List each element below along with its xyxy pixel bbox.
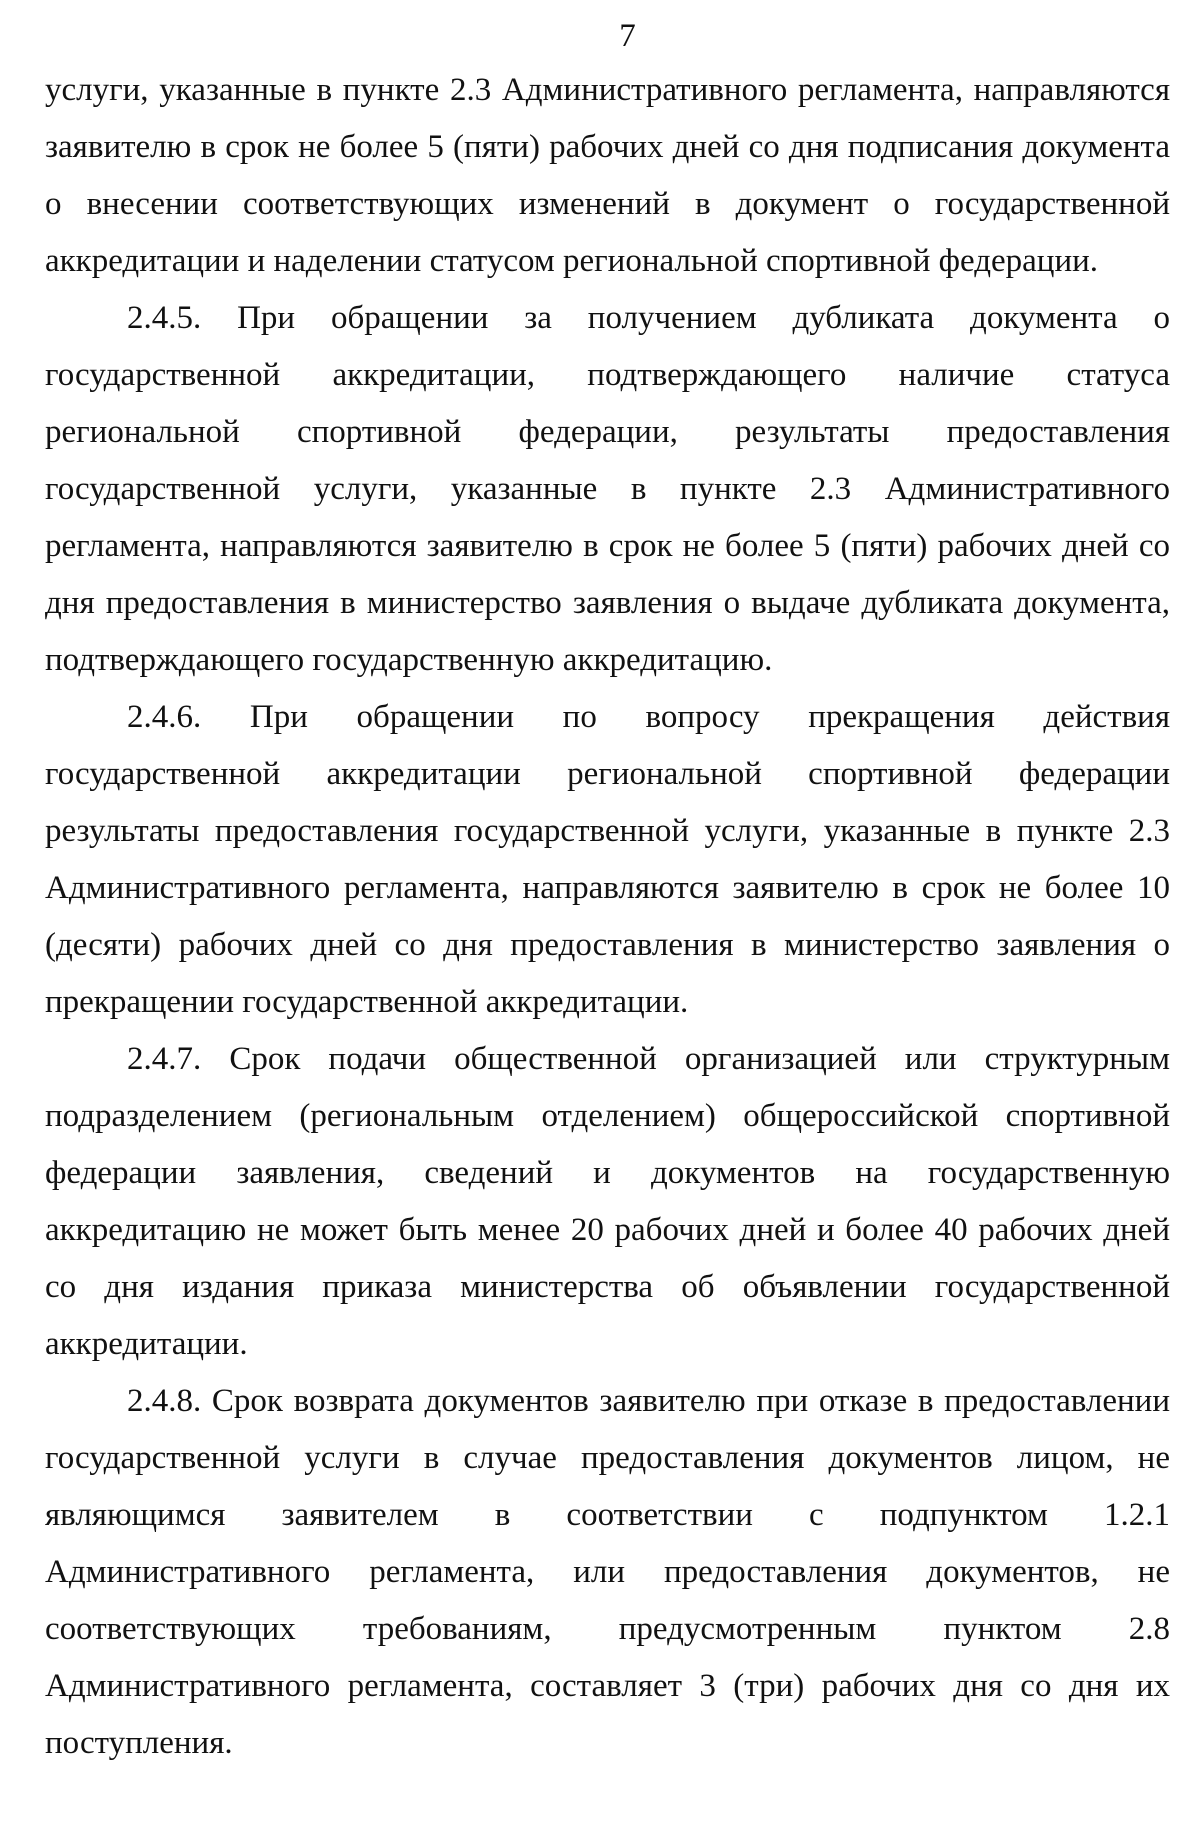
paragraph-2-4-8: 2.4.8. Срок возврата документов заявителю при отказе в предоставлении государственной услуги в случае предоставления документов лицом, не являющимся заявителем в соответствии с подпунктом 1.2.1 Административного регламента, или предоставления документов, не соответствующих требованиям, предусмотренным пунктом 2.8 Административного регламента, составляет 3 (три) рабочих дня со дня их поступления. [45, 1383, 1170, 1761]
paragraph-2-4-6: 2.4.6. При обращении по вопросу прекращения действия государственной аккредитации региональной спортивной федерации результаты предоставления государственной услуги, указанные в пункте 2.3 Административного регламента, направляются заявителю в срок не более 10 (десяти) рабочих дней со дня предоставления в министерство заявления о прекращении государственной аккредитации. [45, 699, 1170, 1020]
paragraph-2-4-7: 2.4.7. Срок подачи общественной организацией или структурным подразделением (региональным отделением) общероссийской спортивной федерации заявления, сведений и документов на государственную аккредитацию не может быть менее 20 рабочих дней и более 40 рабочих дней со дня издания приказа министерства об объявлении государственной аккредитации. [45, 1041, 1170, 1362]
paragraph-continuation: услуги, указанные в пункте 2.3 Административного регламента, направляются заявителю в срок не более 5 (пяти) рабочих дней со дня подписания документа о внесении соответствующих изменений в документ о государственной аккредитации и наделении статусом региональной спортивной федерации. [45, 72, 1170, 279]
page-number: 7 [619, 18, 636, 54]
paragraph-2-4-5: 2.4.5. При обращении за получением дубликата документа о государственной аккредитации, подтверждающего наличие статуса региональной спортивной федерации, результаты предоставления государственной услуги, указанные в пункте 2.3 Административного регламента, направляются заявителю в срок не более 5 (пяти) рабочих дней со дня предоставления в министерство заявления о выдаче дубликата документа, подтверждающего государственную аккредитацию. [45, 300, 1170, 678]
